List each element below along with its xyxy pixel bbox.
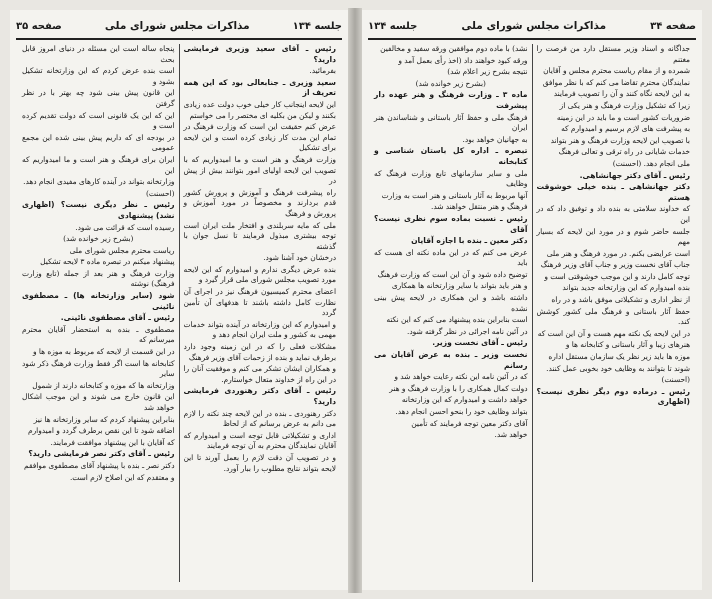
text-line: شمرده و از مقام ریاست محترم مجلس و آقایان: [543, 66, 690, 76]
text-line: نمایندگان محترم تقاضا می کنم که با نظر موافق: [542, 77, 690, 87]
text-line: خواهد داشت و امیدوارم که این وزارتخانه: [401, 395, 528, 405]
text-line: در آئین نامه اجرائی در نظر گرفته شود.: [406, 326, 528, 336]
text-line: که خداوند سلامتی به بنده داد و توفیق داد که در این: [536, 204, 690, 224]
text-line: فرهنگ و هنر منتقل خواهند شد.: [431, 202, 528, 212]
right-header-rule: [368, 38, 696, 40]
text-line: این قانون پیش بینی شود چه بهتر با در نظر گرفتن: [22, 88, 175, 108]
text-line: درخشان خود آشنا شود.: [263, 253, 336, 263]
right-columns: [370, 44, 694, 582]
text-line: راه پیشرفت فرهنگ و آموزش و پرورش کشور قدم بردارند و مخصوصاً در مورد آموزش و پرورش و فرهنگ: [183, 187, 336, 218]
text-line: جناب آقای نخست وزیر و جناب آقای وزیر فرهنگ: [540, 260, 690, 270]
text-line: اداری و تشکیلاتی قابل توجه است و امیدوارم که آقایان نمایندگان محترم به آن توجه فرمایند: [183, 430, 336, 451]
text-line: در این لایحه یک نکته مهم هست و آن این است که: [537, 328, 690, 338]
text-line: ملی که مایه سربلندی و افتخار ملت ایران است توجه بیشتری مبذول فرمایند تا نسل جوان با گذشته: [183, 220, 336, 251]
text-line: توضیح داده شود و آن این است که وزارت فرهنگ: [377, 269, 528, 279]
speaker-line: تبصره ـ اداره کل باستان شناسی و کتابخانه: [374, 146, 528, 166]
centered-note: (بشرح زیر خوانده شد): [63, 234, 134, 244]
centered-note: (بشرح زیر خوانده شد): [415, 78, 486, 88]
speaker-line: سعید وزیری ـ جنابعالی بود که این همه تعریف از: [183, 77, 336, 98]
text-line: در این قسمت از لایحه که مربوط به موزه ها و: [32, 347, 175, 357]
text-line: که در آئین نامه این نکته رعایت خواهد شد و: [394, 372, 528, 382]
speaker-line: رئیس ـ آقای مصطفوی نائینی.: [60, 313, 175, 323]
text-line: دولت کمال همکاری را با وزارت فرهنگ و هنر: [389, 383, 528, 393]
speaker-line: دکتر جهانشاهی ـ بنده خیلی خوشوقت هستم: [536, 182, 690, 202]
speaker-line: رئیس ـ نسبت بماده سوم نظری نیست؟ آقای: [374, 213, 528, 234]
text-line: مشکلات فعلی را که در این زمینه وجود دارد برطرف نماید و بنده از زحمات آقای وزیر فرهنگ: [183, 342, 336, 362]
text-line: است بنده عرض کردم که این وزارتخانه تشکیل بشود و: [22, 66, 175, 86]
text-line: بتواند وظایف خود را بنحو احسن انجام دهد.: [395, 407, 528, 416]
text-line: نشد) با ماده دوم موافقین ورقه سفید و مخالفین: [380, 44, 528, 53]
text-line: ملی و سایر سازمانهای تابع وزارت فرهنگ که وظایف: [374, 168, 528, 189]
right-page: [362, 10, 702, 590]
text-line: آقای دکتر معین توجه فرمایند که تأمین: [411, 418, 528, 428]
text-line: خدمات شایانی در راه ترقی و تعالی فرهنگ: [558, 147, 690, 157]
text-line: در بودجه ای که داریم پیش بینی شده این مجمع عمومی: [22, 132, 175, 153]
text-line: آنها مربوط به آثار باستانی و هنر است به وزارت: [381, 190, 528, 200]
text-line: اضافه شود تا این نقص برطرف گردد و امیدوارم: [28, 426, 175, 436]
text-line: و امیدوارم که این وزارتخانه در آینده بتواند خدمات مهمی به کشور و ملت ایران انجام دهد و: [183, 319, 336, 340]
speaker-line: رئیس ـ درماده دوم دیگر نظری نیست؟ (اظهاری: [536, 386, 690, 407]
text-line: و هنر باید بتواند با سایر وزارتخانه ها همکاری: [391, 281, 528, 291]
text-line: وزارت فرهنگ و هنر بعد از جمله (تابع وزارت فرهنگ) نوشته: [22, 268, 175, 289]
speaker-line: نخست وزیر ـ بنده به عرض آقایان می رسانم: [374, 350, 528, 370]
text-line: وزارتخانه ها که موزه و کتابخانه دارند از شمول: [32, 380, 175, 390]
text-line: به جهانیان خواهد بود.: [462, 134, 528, 144]
text-line: عرض می کنم که در این ماده نکته ای هست که باید: [374, 247, 528, 268]
text-line: شوند تا بتوانند به وظایف خود بخوبی عمل کنند.: [546, 363, 690, 373]
text-line: با تصویب این لایحه وزارت فرهنگ و هنر بتواند: [550, 135, 690, 145]
text-line: داشته باشد و این همکاری در لایحه پیش بینی نشده: [374, 293, 528, 313]
text-line: بنده عرض دیگری ندارم و امیدوارم که این لایحه مورد تصویب مجلس شورای ملی قرار گیرد و: [183, 264, 336, 285]
text-line: بنابراین پیشنهاد کردم که سایر وزارتخانه ها نیز: [33, 414, 175, 424]
right-session-label: جلسه ۱۳۴: [368, 20, 418, 32]
speaker-line: ماده ۳ ـ وزارت فرهنگ و هنر عهده دار پیشرفت: [374, 90, 528, 110]
speaker-line: دکتر معین ـ بنده با اجازه آقایان: [411, 236, 528, 246]
speaker-line: رئیس ـ آقای دکتر نصر فرمایشی دارید؟: [28, 449, 175, 459]
text-line: (احسنت): [146, 188, 175, 198]
text-line: جداگانه و اسناد وزیر مستقل دارد من فرصت را مغتنم: [536, 44, 690, 64]
text-line: فرهنگ ملی و حفظ آثار باستانی و شناساندن هنر ایران: [374, 112, 528, 133]
left-session-label: جلسه ۱۳۴: [292, 20, 342, 32]
text-line: مصطفوی ـ بنده به استحضار آقایان محترم میرسانم که: [22, 324, 175, 345]
speaker-line: رئیس ـ آقای سعید وزیری فرمایشی دارید؟: [183, 44, 336, 64]
text-line: خواهد شد.: [494, 430, 528, 440]
text-line: این لایحه اینجانب کار خیلی خوب دولت عده زیادی بکنند و لیکن من بکلیه ای مختصر را می خواستم: [183, 99, 336, 120]
text-line: بنده امیدوارم که این وزارتخانه جدید بتواند: [562, 283, 690, 293]
left-column-divider: [179, 44, 180, 582]
text-line: به این لایحه نگاه کنند و آن را تصویب فرمایند: [553, 89, 690, 99]
speaker-line: رئیس ـ نظر دیگری نیست؟ (اظهاری نشد) پیشنهادی: [22, 200, 175, 220]
text-line: و همکاران ایشان تشکر می کنم و موفقیت آنان را در این راه از خداوند متعال خواستارم.: [183, 364, 336, 384]
text-line: نتیجه بشرح زیر اعلام شد): [447, 67, 528, 77]
right-page-left-column: [370, 44, 532, 582]
speaker-line: رئیس ـ آقای دکتر رهنوردی فرمایشی دارید؟: [183, 386, 336, 406]
speaker-line: رئیس ـ آقای دکتر جهانشاهی.: [579, 170, 690, 180]
left-page-header: [16, 14, 342, 38]
text-line: هنرهای زیبا و آثار باستانی و کتابخانه ها و: [565, 340, 690, 350]
text-line: اعضای محترم کمیسیون فرهنگ نیز در اجرای آن نظارت کامل داشته باشند تا هدفهای آن تأمین گردد: [183, 287, 336, 318]
text-line: وزارتخانه بتواند در آینده کارهای مفیدی انجام دهد.: [23, 177, 175, 187]
right-page-right-column: [533, 44, 695, 582]
text-line: وزارت فرهنگ و هنر است و ما امیدواریم که با تصویب این لایحه اولیای امور بتوانند بیش از پیش در: [183, 154, 336, 186]
text-line: توجه کامل دارند و این موجب خوشوقتی است و: [544, 271, 690, 281]
text-line: ملی انجام دهد. (احسنت): [612, 158, 690, 168]
text-line: ایران برای فرهنگ و هنر است و ما امیدواریم که این: [22, 154, 175, 175]
text-line: کتابخانه ها است اگر فقط وزارت فرهنگ ذکر شود سایر: [22, 358, 175, 379]
text-line: ضروریات کشور است و ما باید در این زمینه: [556, 112, 690, 122]
text-line: پیشنهاد میکنم در تبصره ماده ۳ لایحه تشکیل: [40, 257, 175, 267]
right-page-number: صفحه ۳۴: [650, 20, 696, 32]
text-line: به پیشرفت های لازم برسیم و امیدوارم که: [561, 124, 690, 134]
text-line: این قانون خارج می شوند و این موجب اشکال خواهد شد: [22, 392, 175, 412]
left-page: [10, 10, 348, 590]
left-page-title: مذاکرات مجلس شورای ملی: [104, 20, 250, 32]
text-line: از نظر اداری و تشکیلاتی موفق باشد و در راه: [551, 295, 690, 305]
text-line: ریاست محترم مجلس شورای ملی: [69, 245, 175, 255]
text-line: که آقایان با این پیشنهاد موافقت فرمایند.: [50, 437, 175, 447]
text-line: پنجاه ساله است این مسئله در دنیای امروز قابل بحث: [22, 44, 175, 64]
text-line: و در تصویب آن دقت لازم را بعمل آورند تا این لایحه بتواند نتایج مطلوب را ببار آورد.: [183, 452, 336, 473]
text-line: (احسنت): [661, 375, 690, 385]
text-line: عرض کنم حقیقت این است که وزارت فرهنگ در تمام این مدت کار زیادی کرده است و این لایحه برای تشکیل: [183, 122, 336, 153]
left-columns: [18, 44, 340, 582]
left-page-left-column: [18, 44, 179, 582]
text-line: رسیده است که قرائت می شود.: [75, 222, 175, 232]
text-line: موزه ها باید زیر نظر یک سازمان مستقل اداره: [548, 352, 690, 362]
right-page-title: مذاکرات مجلس شورای ملی: [461, 20, 607, 32]
speaker-line: شود (سایر وزارتخانه ها) ـ مصطفوی نائینی: [22, 291, 175, 311]
left-page-right-column: [180, 44, 341, 582]
right-column-divider: [532, 44, 533, 582]
text-line: است عرایضی بکنم. در مورد فرهنگ و هنر ملی: [546, 248, 690, 258]
text-line: دکتر نصر ـ بنده با پیشنهاد آقای مصطفوی موافقم: [24, 460, 175, 470]
book-gutter: [348, 8, 362, 593]
text-line: جلسه حاضر شوم و در مورد این لایحه که بسیار مهم: [536, 226, 690, 247]
text-line: و معتقدم که این اصلاح لازم است.: [69, 472, 175, 482]
text-line: زیرا که تشکیل وزارت فرهنگ و هنر یکی از: [559, 100, 690, 110]
right-page-header: [368, 14, 696, 38]
text-line: دکتر رهنوردی ـ بنده در این لایحه چند نکته را لازم می دانم به عرض برسانم که از لحاظ: [183, 408, 336, 429]
text-line: این که این یک قانونی است که دولت تقدیم کرده است و: [22, 110, 175, 131]
text-line: ورقه کبود خواهند داد (اخذ رأی بعمل آمد و: [398, 55, 528, 65]
text-line: است بنابراین بنده پیشنهاد می کنم که این نکته: [386, 315, 528, 325]
left-page-number: صفحه ۳۵: [16, 20, 62, 32]
speaker-line: رئیس ـ آقای نخست وزیر.: [432, 338, 528, 348]
text-line: بفرمائید.: [309, 66, 336, 76]
left-header-rule: [16, 38, 342, 40]
text-line: حفظ آثار باستانی و فرهنگ ملی کشور کوشش کند.: [536, 306, 690, 327]
